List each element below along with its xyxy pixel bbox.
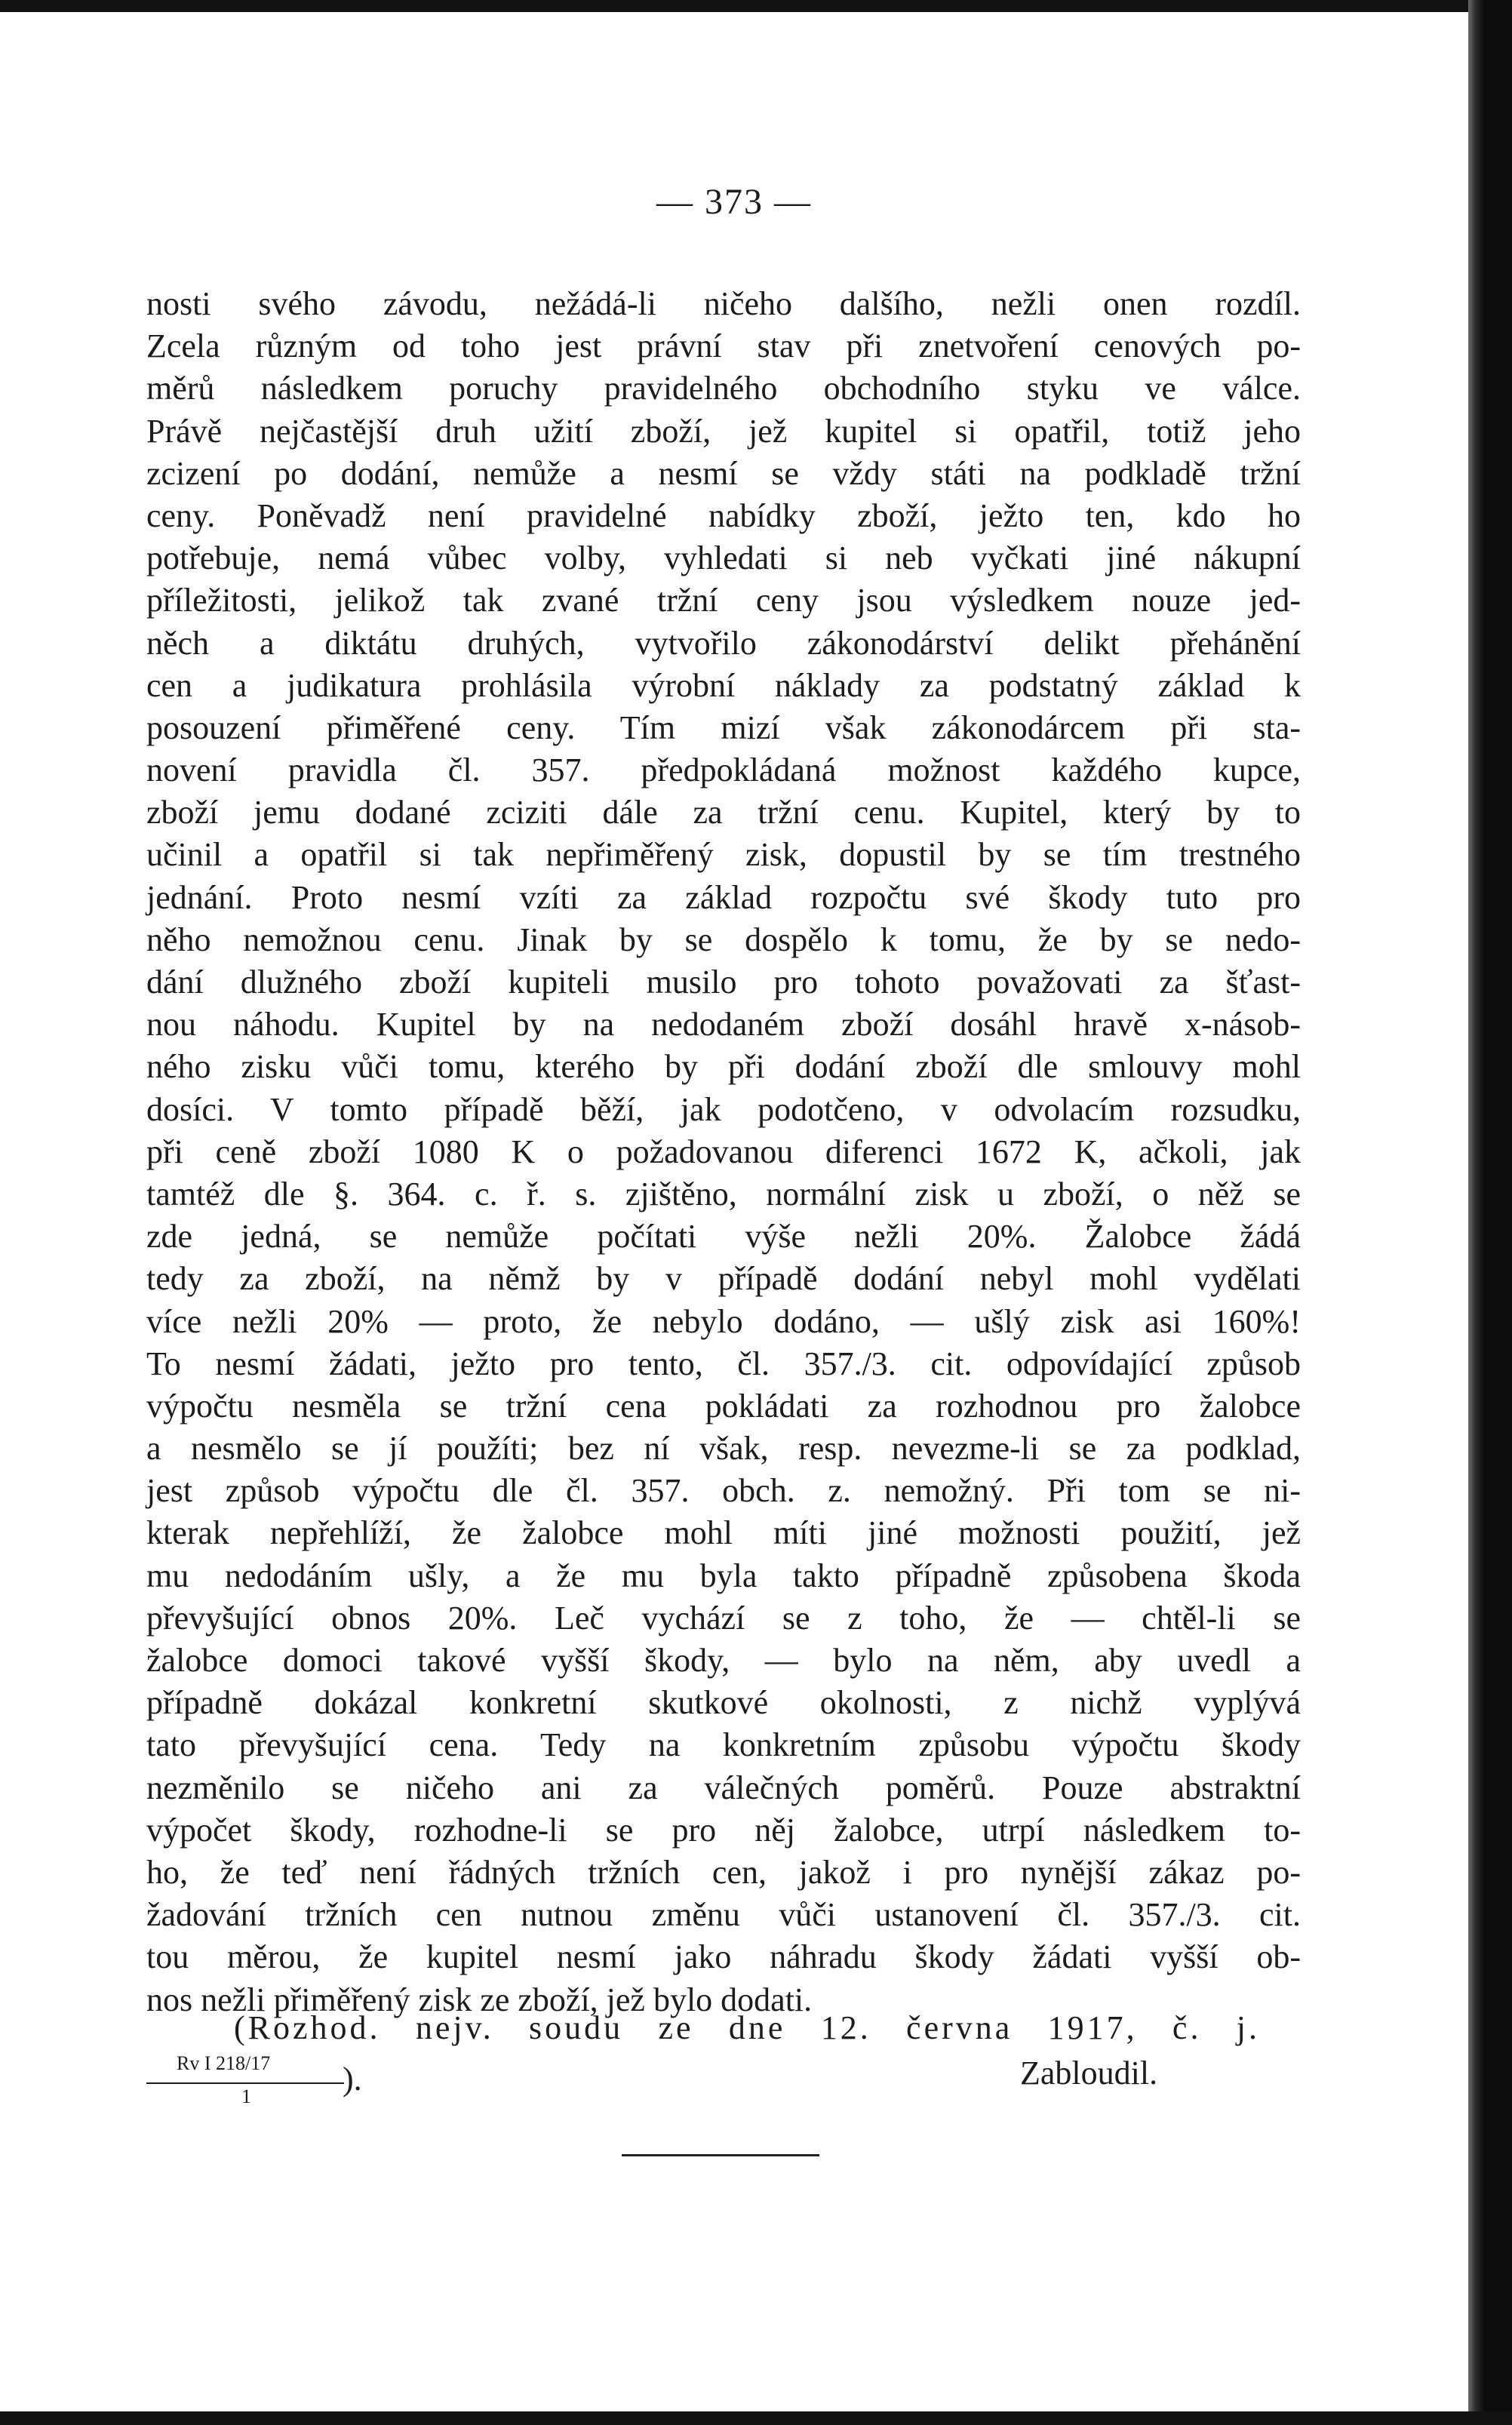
text-line: Zcela různým od toho jest právní stav při znetvoření cenových po-: [146, 327, 1301, 365]
text-line: příležitosti, jelikož tak zvané tržní ceny jsou výsledkem nouze jed-: [146, 582, 1301, 619]
citation-text: (Rozhod. nejv. soudu ze dne 12. června 1917, č. j.: [234, 2009, 1260, 2046]
text-line: při ceně zboží 1080 K o požadovanou diferenci 1672 K, ačkoli, jak: [146, 1133, 1301, 1170]
text-line: dání dlužného zboží kupiteli musilo pro tohoto považovati za šťast-: [146, 964, 1301, 1000]
text-line: tamtéž dle §. 364. c. ř. s. zjištěno, normální zisk u zboží, o něž se: [146, 1175, 1301, 1212]
text-line: cen a judikatura prohlásila výrobní náklady za podstatný základ k: [146, 666, 1301, 704]
text-line: dosíci. V tomto případě běží, jak podotčeno, v odvolacím rozsudku,: [146, 1090, 1301, 1128]
text-line: něch a diktátu druhých, vytvořilo zákonodárství delikt přehánění: [146, 624, 1301, 662]
text-line: potřebuje, nemá vůbec volby, vyhledati si neb vyčkati jiné nákupní: [146, 539, 1301, 577]
case-reference-fraction-rule: [146, 2082, 344, 2084]
text-line: To nesmí žádati, ježto pro tento, čl. 357./3. cit. odpovídající způsob: [146, 1345, 1301, 1382]
text-line: ho, že teď není řádných tržních cen, jakož i pro nynější zákaz po-: [146, 1853, 1301, 1891]
text-line: převyšující obnos 20%. Leč vychází se z toho, že — chtěl-li se: [146, 1599, 1301, 1637]
text-line: a nesmělo se jí použíti; bez ní však, resp. nevezme-li se za podklad,: [146, 1430, 1301, 1468]
case-reference-denominator: 1: [241, 2085, 251, 2107]
text-line: ceny. Poněvadž není pravidelné nabídky zboží, ježto ten, kdo ho: [146, 496, 1301, 534]
scan-border-right: [1468, 0, 1512, 2425]
text-line: žalobce domoci takové vyšší škody, — bylo na něm, aby uvedl a: [146, 1642, 1301, 1679]
text-line: měrů následkem poruchy pravidelného obchodního styku ve válce.: [146, 370, 1301, 407]
body-text: [146, 283, 1301, 2021]
text-line: jest způsob výpočtu dle čl. 357. obch. z. nemožný. Při tom se ni-: [146, 1472, 1301, 1510]
signature-name: Zabloudil.: [1020, 2055, 1158, 2092]
text-line: žadování tržních cen nutnou změnu vůči ustanovení čl. 357./3. cit.: [146, 1896, 1301, 1934]
text-line: tato převyšující cena. Tedy na konkretním způsobu výpočtu škody: [146, 1726, 1301, 1764]
case-reference-numerator: Rv I 218/17: [177, 2052, 271, 2074]
text-line: více nežli 20% — proto, že nebylo dodáno, — ušlý zisk asi 160%!: [146, 1302, 1301, 1340]
text-line: výpočet škody, rozhodne-li se pro něj žalobce, utrpí následkem to-: [146, 1811, 1301, 1849]
text-line: něho nemožnou cenu. Jinak by se dospělo k tomu, že by se nedo-: [146, 921, 1301, 958]
text-line: tedy za zboží, na němž by v případě dodání nebyl mohl vydělati: [146, 1260, 1301, 1298]
text-line: mu nedodáním ušly, a že mu byla takto případně způsobena škoda: [146, 1557, 1301, 1594]
scan-border-top: [0, 0, 1512, 12]
text-line: tou měrou, že kupitel nesmí jako náhradu škody žádati vyšší ob-: [146, 1938, 1301, 1976]
text-line: novení pravidla čl. 357. předpokládaná možnost každého kupce,: [146, 751, 1301, 789]
scan-border-bottom: [0, 2411, 1512, 2425]
text-line: posouzení přiměřené ceny. Tím mizí však zákonodárcem při sta-: [146, 708, 1301, 746]
text-line: zcizení po dodání, nemůže a nesmí se vždy státi na podkladě tržní: [146, 454, 1301, 492]
text-line: výpočtu nesměla se tržní cena pokládati za rozhodnou pro žalobce: [146, 1387, 1301, 1425]
text-line: nos nežli přiměřený zisk ze zboží, jež bylo dodati.: [146, 1981, 813, 2018]
text-line: zboží jemu dodané zciziti dále za tržní cenu. Kupitel, který by to: [146, 794, 1301, 831]
text-line: kterak nepřehlíží, že žalobce mohl míti jiné možnosti použití, jež: [146, 1514, 1301, 1552]
text-line: ného zisku vůči tomu, kterého by při dodání zboží dle smlouvy mohl: [146, 1048, 1301, 1086]
end-divider: [622, 2154, 819, 2156]
text-line: případně dokázal konkretní skutkové okolnosti, z nichž vyplývá: [146, 1684, 1301, 1722]
page-number: — 373 —: [656, 182, 812, 222]
text-line: nosti svého závodu, nežádá-li ničeho dalšího, nežli onen rozdíl.: [146, 285, 1301, 322]
text-line: nou náhodu. Kupitel by na nedodaném zboží dosáhl hravě x-násob-: [146, 1006, 1301, 1043]
text-line: zde jedná, se nemůže počítati výše nežli 20%. Žalobce žádá: [146, 1218, 1301, 1256]
text-line: nezměnilo se ničeho ani za válečných poměrů. Pouze abstraktní: [146, 1769, 1301, 1806]
case-reference: [146, 2049, 365, 2117]
case-reference-close: ).: [343, 2061, 362, 2098]
text-line: jednání. Proto nesmí vzíti za základ rozpočtu své škody tuto pro: [146, 878, 1301, 916]
text-line: učinil a opatřil si tak nepřiměřený zisk, dopustil by se tím trestného: [146, 836, 1301, 874]
text-line: Právě nejčastější druh užití zboží, jež kupitel si opatřil, totiž jeho: [146, 412, 1301, 450]
